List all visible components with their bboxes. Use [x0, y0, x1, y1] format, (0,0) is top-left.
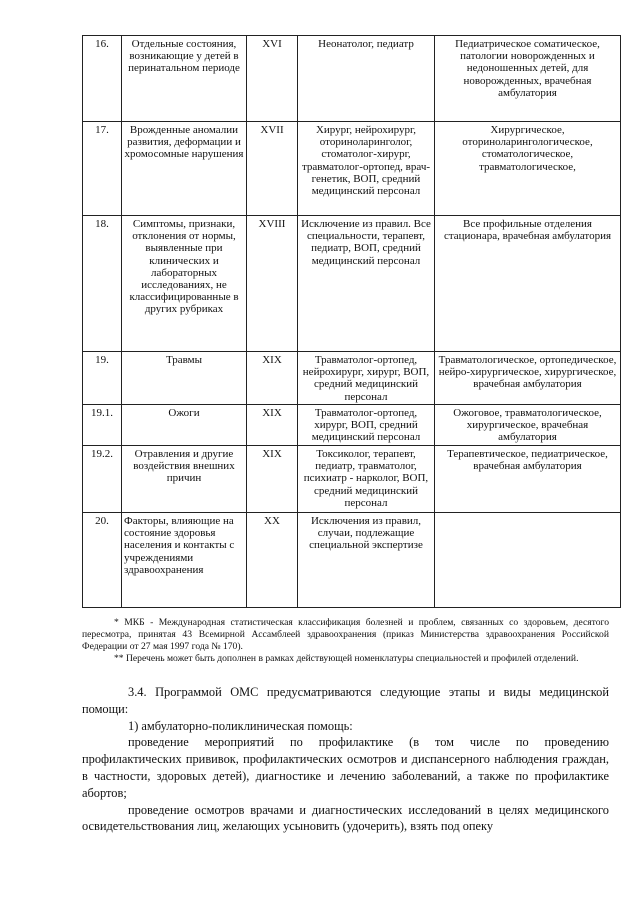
disease-class-name: Врожденные аномалии развития, деформации и хромосомные нарушения	[122, 122, 247, 216]
table-row	[83, 216, 621, 352]
row-number: 19.2.	[83, 446, 122, 513]
disease-class-name: Ожоги	[122, 405, 247, 446]
disease-class-name: Травмы	[122, 352, 247, 405]
table-row	[83, 36, 621, 122]
row-number: 20.	[83, 513, 122, 608]
icd-class-code: XIX	[247, 446, 298, 513]
row-number: 16.	[83, 36, 122, 122]
row-number: 19.	[83, 352, 122, 405]
icd-class-code: XVIII	[247, 216, 298, 352]
paragraph-prevention: проведение мероприятий по профилактике (в том числе по проведению профилактических прививок, профилактических осмотров и диспансерного наблюдения граждан, в частности, здоровых детей), диагностике и лечению заболеваний, а также по профилактике абортов;	[82, 735, 609, 800]
departments-cell: Травматологическое, ортопедическое, нейро-хирургическое, хирургическое, врачебная амбулатория	[435, 352, 621, 405]
disease-specialty-table	[82, 35, 621, 608]
disease-class-name: Симптомы, признаки, отклонения от нормы, выявленные при клинических и лабораторных исследованиях, не классифицированные в других рубриках	[122, 216, 247, 352]
departments-cell: Ожоговое, травматологическое, хирургическое, врачебная амбулатория	[435, 405, 621, 446]
icd-class-code: XIX	[247, 352, 298, 405]
footnotes	[82, 617, 609, 665]
specialists-cell: Исключение из правил. Все специальности, терапевт, педиатр, ВОП, средний медицинский персонал	[298, 216, 435, 352]
specialists-cell: Травматолог-ортопед, хирург, ВОП, средний медицинский персонал	[298, 405, 435, 446]
specialists-cell: Хирург, нейрохирург, оториноларинголог, стоматолог-хирург, травматолог-ортопед, врач-генетик, ВОП, средний медицинский персонал	[298, 122, 435, 216]
specialists-cell: Исключения из правил, случаи, подлежащие специальной экспертизе	[298, 513, 435, 608]
table-row	[83, 446, 621, 513]
specialists-cell: Неонатолог, педиатр	[298, 36, 435, 122]
table-row	[83, 122, 621, 216]
specialists-cell: Травматолог-ортопед, нейрохирург, хирург, ВОП, средний медицинский персонал	[298, 352, 435, 405]
departments-cell: Педиатрическое соматическое, патологии новорожденных и недоношенных детей, для новорожденных, врачебная амбулатория	[435, 36, 621, 122]
section-heading-paragraph: 3.4. Программой ОМС предусматриваются следующие этапы и виды медицинской помощи:	[82, 685, 609, 716]
departments-cell	[435, 513, 621, 608]
table-row	[83, 352, 621, 405]
row-number: 19.1.	[83, 405, 122, 446]
icd-class-code: XIX	[247, 405, 298, 446]
icd-class-code: XVII	[247, 122, 298, 216]
departments-cell: Хирургическое, оториноларингологическое, стоматологическое, травматологическое,	[435, 122, 621, 216]
icd-class-code: XX	[247, 513, 298, 608]
table-row	[83, 405, 621, 446]
specialists-cell: Токсиколог, терапевт, педиатр, травматолог, психиатр - нарколог, ВОП, средний медицинский персонал	[298, 446, 435, 513]
disease-class-name: Отдельные состояния, возникающие у детей в перинатальном периоде	[122, 36, 247, 122]
disease-class-name: Отравления и другие воздействия внешних причин	[122, 446, 247, 513]
section-text	[82, 684, 609, 835]
disease-class-name: Факторы, влияющие на состояние здоровья населения и контакты с учреждениями здравоохранения	[122, 513, 247, 608]
departments-cell: Терапевтическое, педиатрическое, врачебная амбулатория	[435, 446, 621, 513]
row-number: 18.	[83, 216, 122, 352]
paragraph-examinations: проведение осмотров врачами и диагностических исследований в целях медицинского освидетельствования лиц, желающих усыновить (удочерить), взять под опеку	[82, 802, 609, 834]
footnote-list-extension: ** Перечень может быть дополнен в рамках действующей номенклатуры специальностей и профилей отделений.	[114, 653, 579, 664]
footnote-icd: * МКБ - Международная статистическая классификация болезней и проблем, связанных со здоровьем, десятого пересмотра, принятая 43 Всемирной Ассамблеей здравоохранения (приказ Министерства здравоохранения Российской Федерации от 27 мая 1997 года № 170).	[82, 617, 609, 652]
table-row	[83, 513, 621, 608]
departments-cell: Все профильные отделения стационара, врачебная амбулатория	[435, 216, 621, 352]
list-item-outpatient: 1) амбулаторно-поликлиническая помощь:	[128, 718, 353, 733]
icd-class-code: XVI	[247, 36, 298, 122]
row-number: 17.	[83, 122, 122, 216]
